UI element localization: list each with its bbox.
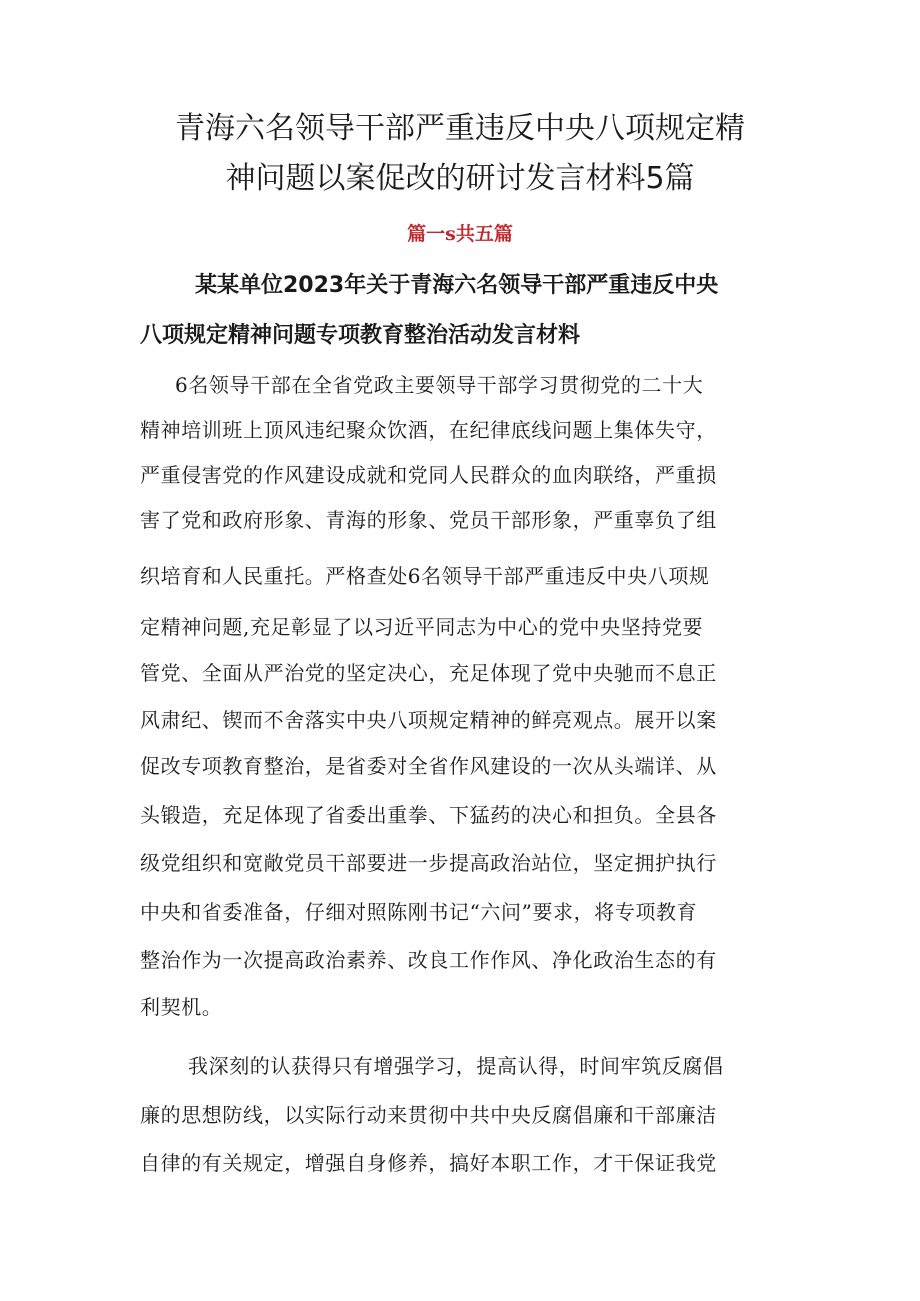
- paragraph-line: 头锻造，充足体现了省委出重拳、下猛药的决心和担负。全县各: [140, 803, 717, 827]
- paragraph-line: 利契机。: [140, 995, 223, 1019]
- paragraph-line: 严重侵害党的作风建设成就和党同人民群众的血肉联络，严重损: [140, 463, 717, 487]
- paragraph-line: 管党、全面从严治党的坚定决心，充足体现了党中央驰而不息正: [140, 661, 717, 685]
- document-title-line-1: 青海六名领导干部严重违反中央八项规定精: [175, 111, 745, 146]
- paragraph-line: 织培育和人民重托。严格查处6名领导干部严重违反中央八项规: [140, 564, 710, 588]
- paragraph-line: 精神培训班上顶风违纪聚众饮酒，在纪律底线问题上集体失守，: [140, 418, 717, 442]
- paragraph-line: 害了党和政府形象、青海的形象、党员干部形象，严重辜负了组: [140, 508, 717, 532]
- series-label: 篇一s共五篇: [407, 223, 513, 245]
- subtitle-line-1: 某某单位2023年关于青海六名领导干部严重违反中央: [195, 273, 719, 298]
- paragraph-line: 级党组织和宽敞党员干部要进一步提高政治站位，坚定拥护执行: [140, 851, 717, 875]
- paragraph-line: 整治作为一次提高政治素养、改良工作作风、净化政治生态的有: [140, 948, 717, 972]
- paragraph-line: 中央和省委准备，仔细对照陈刚书记“六问”要求，将专项教育: [140, 900, 698, 924]
- paragraph-line: 廉的思想防线，以实际行动来贯彻中共中央反腐倡廉和干部廉洁: [140, 1103, 717, 1127]
- paragraph-line: 风肃纪、锲而不舍落实中央八项规定精神的鲜亮观点。展开以案: [140, 708, 717, 732]
- paragraph-line: 自律的有关规定，增强自身修养，搞好本职工作，才干保证我党: [140, 1151, 717, 1175]
- paragraph-line: 我深刻的认获得只有增强学习，提高认得，时间牢筑反腐倡: [188, 1054, 724, 1078]
- document-title-line-2: 神问题以案促改的研讨发言材料5篇: [225, 161, 695, 196]
- paragraph-line: 促改专项教育整治，是省委对全省作风建设的一次从头端详、从: [140, 754, 717, 778]
- paragraph-line: 6名领导干部在全省党政主要领导干部学习贯彻党的二十大: [175, 373, 704, 397]
- paragraph-line: 定精神问题,充足彰显了以习近平同志为中心的党中央坚持党要: [140, 615, 704, 639]
- subtitle-line-2: 八项规定精神问题专项教育整治活动发言材料: [140, 323, 581, 348]
